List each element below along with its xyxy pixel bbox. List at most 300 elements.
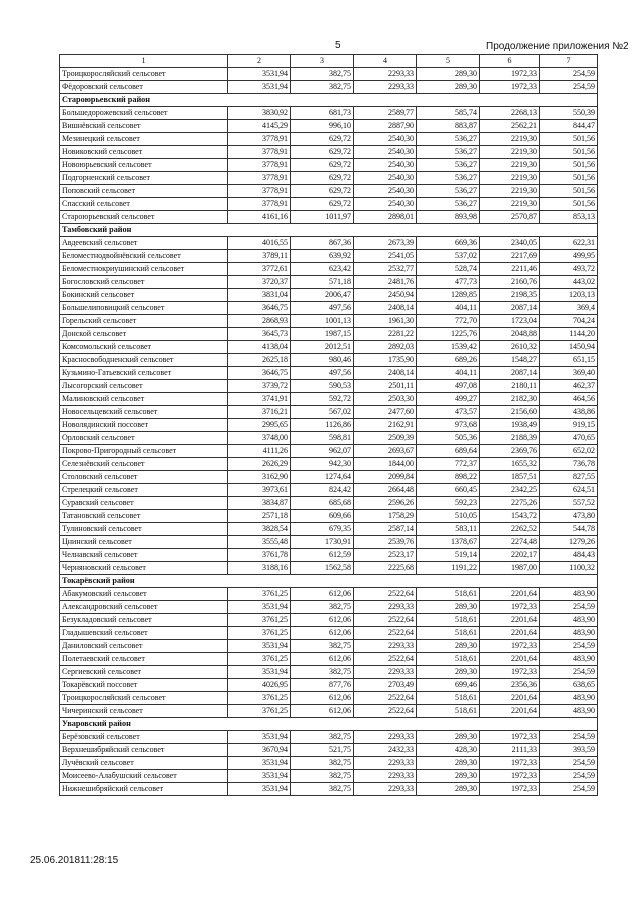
value-cell-col2: 3748,00 (228, 432, 291, 445)
value-cell-col4: 2693,67 (354, 445, 417, 458)
value-cell-col2: 3531,94 (228, 640, 291, 653)
value-cell-col3: 567,02 (291, 406, 354, 419)
value-cell-col3: 612,06 (291, 692, 354, 705)
value-cell-col2: 3830,92 (228, 107, 291, 120)
table-row (60, 770, 598, 783)
value-cell-col3: 867,36 (291, 237, 354, 250)
value-cell-col7: 254,59 (540, 81, 598, 94)
value-cell-col4: 2477,60 (354, 406, 417, 419)
settlement-name: Троицкоросляйский сельсовет (60, 68, 228, 81)
value-cell-col4: 2587,14 (354, 523, 417, 536)
settlement-name: Новиковский сельсовет (60, 146, 228, 159)
value-cell-col6: 2201,64 (480, 588, 540, 601)
value-cell-col2: 3761,78 (228, 549, 291, 562)
value-cell-col4: 2539,76 (354, 536, 417, 549)
value-cell-col6: 2201,64 (480, 705, 540, 718)
value-cell-col3: 623,42 (291, 263, 354, 276)
value-cell-col2: 4111,26 (228, 445, 291, 458)
value-cell-col4: 2523,17 (354, 549, 417, 562)
value-cell-col6: 2198,35 (480, 289, 540, 302)
value-cell-col7: 369,40 (540, 367, 598, 380)
value-cell-col4: 2522,64 (354, 653, 417, 666)
value-cell-col4: 2408,14 (354, 367, 417, 380)
value-cell-col6: 2156,60 (480, 406, 540, 419)
value-cell-col2: 3645,73 (228, 328, 291, 341)
value-cell-col4: 2162,91 (354, 419, 417, 432)
value-cell-col5: 289,30 (417, 601, 480, 614)
value-cell-col4: 2540,30 (354, 146, 417, 159)
value-cell-col4: 2099,84 (354, 471, 417, 484)
value-cell-col2: 3531,94 (228, 68, 291, 81)
value-cell-col3: 521,75 (291, 744, 354, 757)
value-cell-col7: 254,59 (540, 731, 598, 744)
value-cell-col3: 382,75 (291, 640, 354, 653)
value-cell-col5: 592,23 (417, 497, 480, 510)
value-cell-col5: 689,64 (417, 445, 480, 458)
data-table (59, 54, 598, 796)
value-cell-col6: 1972,33 (480, 757, 540, 770)
table-row (60, 406, 598, 419)
district-name: Староюрьевский район (60, 94, 598, 107)
value-cell-col5: 510,05 (417, 510, 480, 523)
value-cell-col5: 536,27 (417, 146, 480, 159)
value-cell-col7: 622,31 (540, 237, 598, 250)
column-header: 5 (417, 55, 480, 68)
value-cell-col4: 2887,90 (354, 120, 417, 133)
value-cell-col5: 519,14 (417, 549, 480, 562)
value-cell-col5: 1539,42 (417, 341, 480, 354)
value-cell-col3: 980,46 (291, 354, 354, 367)
value-cell-col7: 483,90 (540, 614, 598, 627)
value-cell-col7: 254,59 (540, 757, 598, 770)
value-cell-col2: 4161,16 (228, 211, 291, 224)
value-cell-col5: 536,27 (417, 198, 480, 211)
value-cell-col4: 2450,94 (354, 289, 417, 302)
value-cell-col2: 4026,95 (228, 679, 291, 692)
value-cell-col5: 973,68 (417, 419, 480, 432)
value-cell-col6: 2217,69 (480, 250, 540, 263)
value-cell-col5: 536,27 (417, 185, 480, 198)
value-cell-col4: 2408,14 (354, 302, 417, 315)
value-cell-col2: 2625,18 (228, 354, 291, 367)
value-cell-col6: 1543,72 (480, 510, 540, 523)
column-header: 7 (540, 55, 598, 68)
value-cell-col2: 3778,91 (228, 185, 291, 198)
value-cell-col5: 528,74 (417, 263, 480, 276)
value-cell-col6: 1972,33 (480, 731, 540, 744)
value-cell-col3: 382,75 (291, 757, 354, 770)
value-cell-col3: 609,66 (291, 510, 354, 523)
settlement-name: Моисеево-Алабушский сельсовет (60, 770, 228, 783)
value-cell-col6: 2219,30 (480, 198, 540, 211)
value-cell-col3: 497,56 (291, 367, 354, 380)
value-cell-col6: 1655,32 (480, 458, 540, 471)
value-cell-col6: 2610,32 (480, 341, 540, 354)
district-name: Тамбовский район (60, 224, 598, 237)
value-cell-col7: 470,65 (540, 432, 598, 445)
value-cell-col7: 443,02 (540, 276, 598, 289)
value-cell-col6: 1972,33 (480, 601, 540, 614)
settlement-name: Сергиевский сельсовет (60, 666, 228, 679)
value-cell-col3: 2012,51 (291, 341, 354, 354)
settlement-name: Татановский сельсовет (60, 510, 228, 523)
value-cell-col7: 501,56 (540, 133, 598, 146)
settlement-name: Богословский сельсовет (60, 276, 228, 289)
value-cell-col7: 624,51 (540, 484, 598, 497)
value-cell-col7: 483,90 (540, 588, 598, 601)
value-cell-col7: 1144,20 (540, 328, 598, 341)
value-cell-col4: 2293,33 (354, 640, 417, 653)
value-cell-col5: 289,30 (417, 770, 480, 783)
value-cell-col4: 2522,64 (354, 588, 417, 601)
value-cell-col3: 382,75 (291, 666, 354, 679)
table-row (60, 666, 598, 679)
value-cell-col7: 483,90 (540, 653, 598, 666)
value-cell-col3: 629,72 (291, 198, 354, 211)
settlement-name: Даниловский сельсовет (60, 640, 228, 653)
value-cell-col3: 639,92 (291, 250, 354, 263)
value-cell-col4: 2293,33 (354, 757, 417, 770)
value-cell-col5: 1191,22 (417, 562, 480, 575)
settlement-name: Комсомольский сельсовет (60, 341, 228, 354)
value-cell-col2: 3828,54 (228, 523, 291, 536)
value-cell-col4: 2293,33 (354, 601, 417, 614)
value-cell-col5: 536,27 (417, 172, 480, 185)
value-cell-col4: 2432,33 (354, 744, 417, 757)
settlement-name: Лысогорский сельсовет (60, 380, 228, 393)
settlement-name: Полетаевский сельсовет (60, 653, 228, 666)
table-row (60, 653, 598, 666)
value-cell-col6: 2340,05 (480, 237, 540, 250)
value-cell-col5: 536,27 (417, 159, 480, 172)
value-cell-col6: 1972,33 (480, 640, 540, 653)
value-cell-col3: 497,56 (291, 302, 354, 315)
value-cell-col6: 2275,26 (480, 497, 540, 510)
value-cell-col6: 2048,88 (480, 328, 540, 341)
value-cell-col6: 1938,49 (480, 419, 540, 432)
table-row (60, 757, 598, 770)
value-cell-col7: 550,39 (540, 107, 598, 120)
table-row (60, 341, 598, 354)
value-cell-col2: 3646,75 (228, 367, 291, 380)
table-row (60, 315, 598, 328)
column-header: 1 (60, 55, 228, 68)
column-header: 2 (228, 55, 291, 68)
value-cell-col6: 1723,04 (480, 315, 540, 328)
settlement-name: Токарёвский поссовет (60, 679, 228, 692)
value-cell-col7: 473,80 (540, 510, 598, 523)
value-cell-col2: 3761,25 (228, 705, 291, 718)
table-row (60, 354, 598, 367)
table-row (60, 614, 598, 627)
value-cell-col7: 1100,32 (540, 562, 598, 575)
value-cell-col2: 3739,72 (228, 380, 291, 393)
value-cell-col4: 1961,30 (354, 315, 417, 328)
value-cell-col4: 2703,49 (354, 679, 417, 692)
value-cell-col6: 2160,76 (480, 276, 540, 289)
value-cell-col4: 2281,22 (354, 328, 417, 341)
value-cell-col6: 1857,51 (480, 471, 540, 484)
value-cell-col2: 4138,04 (228, 341, 291, 354)
value-cell-col6: 2201,64 (480, 614, 540, 627)
value-cell-col3: 629,72 (291, 159, 354, 172)
table-row (60, 484, 598, 497)
table-row (60, 601, 598, 614)
value-cell-col6: 2201,64 (480, 653, 540, 666)
value-cell-col6: 2111,33 (480, 744, 540, 757)
table-row (60, 679, 598, 692)
settlement-name: Поповский сельсовет (60, 185, 228, 198)
value-cell-col2: 3531,94 (228, 770, 291, 783)
value-cell-col4: 2293,33 (354, 666, 417, 679)
value-cell-col2: 3778,91 (228, 159, 291, 172)
value-cell-col3: 382,75 (291, 68, 354, 81)
value-cell-col5: 669,36 (417, 237, 480, 250)
table-row (60, 692, 598, 705)
table-row (60, 263, 598, 276)
table-row (60, 562, 598, 575)
table-row (60, 458, 598, 471)
table-row (60, 146, 598, 159)
value-cell-col4: 2481,76 (354, 276, 417, 289)
value-cell-col2: 2995,65 (228, 419, 291, 432)
value-cell-col2: 3720,37 (228, 276, 291, 289)
value-cell-col4: 2589,77 (354, 107, 417, 120)
value-cell-col2: 4145,29 (228, 120, 291, 133)
footer-timestamp: 25.06.201811:28:15 (30, 855, 119, 866)
value-cell-col4: 2293,33 (354, 68, 417, 81)
table-row (60, 250, 598, 263)
value-cell-col4: 2225,68 (354, 562, 417, 575)
value-cell-col3: 1126,86 (291, 419, 354, 432)
value-cell-col2: 3761,25 (228, 692, 291, 705)
value-cell-col7: 501,56 (540, 159, 598, 172)
settlement-name: Берёзовский сельсовет (60, 731, 228, 744)
value-cell-col5: 428,30 (417, 744, 480, 757)
value-cell-col4: 2293,33 (354, 81, 417, 94)
table-row (60, 419, 598, 432)
value-cell-col5: 518,61 (417, 705, 480, 718)
value-cell-col3: 612,59 (291, 549, 354, 562)
value-cell-col7: 501,56 (540, 198, 598, 211)
value-cell-col5: 289,30 (417, 757, 480, 770)
table-row (60, 185, 598, 198)
settlement-name: Чичеринский сельсовет (60, 705, 228, 718)
value-cell-col4: 2540,30 (354, 172, 417, 185)
table-row (60, 159, 598, 172)
value-cell-col7: 704,24 (540, 315, 598, 328)
value-cell-col5: 1378,67 (417, 536, 480, 549)
value-cell-col3: 2006,47 (291, 289, 354, 302)
table-row (60, 640, 598, 653)
value-cell-col7: 254,59 (540, 68, 598, 81)
settlement-name: Цнинский сельсовет (60, 536, 228, 549)
value-cell-col5: 660,45 (417, 484, 480, 497)
value-cell-col7: 501,56 (540, 185, 598, 198)
value-cell-col3: 382,75 (291, 783, 354, 796)
value-cell-col6: 2211,46 (480, 263, 540, 276)
settlement-name: Александровский сельсовет (60, 601, 228, 614)
table-row (60, 380, 598, 393)
value-cell-col2: 3531,94 (228, 81, 291, 94)
value-cell-col6: 2356,36 (480, 679, 540, 692)
value-cell-col4: 2501,11 (354, 380, 417, 393)
value-cell-col2: 3716,21 (228, 406, 291, 419)
value-cell-col2: 3741,91 (228, 393, 291, 406)
value-cell-col6: 1987,00 (480, 562, 540, 575)
value-cell-col5: 518,61 (417, 588, 480, 601)
value-cell-col7: 544,78 (540, 523, 598, 536)
settlement-name: Вишнёвский сельсовет (60, 120, 228, 133)
value-cell-col2: 3761,25 (228, 627, 291, 640)
settlement-name: Гладышевский сельсовет (60, 627, 228, 640)
table-row (60, 471, 598, 484)
value-cell-col2: 3761,25 (228, 653, 291, 666)
value-cell-col5: 289,30 (417, 68, 480, 81)
value-cell-col5: 499,27 (417, 393, 480, 406)
value-cell-col7: 919,15 (540, 419, 598, 432)
value-cell-col5: 497,08 (417, 380, 480, 393)
table-row (60, 588, 598, 601)
value-cell-col3: 382,75 (291, 770, 354, 783)
settlement-name: Новоюрьевский сельсовет (60, 159, 228, 172)
value-cell-col7: 736,78 (540, 458, 598, 471)
settlement-name: Безукладовский сельсовет (60, 614, 228, 627)
settlement-name: Донской сельсовет (60, 328, 228, 341)
value-cell-col3: 996,10 (291, 120, 354, 133)
value-cell-col3: 685,68 (291, 497, 354, 510)
value-cell-col3: 612,06 (291, 588, 354, 601)
value-cell-col6: 2562,21 (480, 120, 540, 133)
value-cell-col2: 2571,18 (228, 510, 291, 523)
value-cell-col5: 518,61 (417, 627, 480, 640)
table-row (60, 328, 598, 341)
settlement-name: Селезнёвский сельсовет (60, 458, 228, 471)
value-cell-col4: 1844,00 (354, 458, 417, 471)
value-cell-col4: 2293,33 (354, 731, 417, 744)
value-cell-col3: 1001,13 (291, 315, 354, 328)
value-cell-col3: 629,72 (291, 185, 354, 198)
value-cell-col5: 289,30 (417, 731, 480, 744)
value-cell-col5: 477,73 (417, 276, 480, 289)
value-cell-col7: 369,4 (540, 302, 598, 315)
value-cell-col6: 2188,39 (480, 432, 540, 445)
value-cell-col5: 289,30 (417, 783, 480, 796)
value-cell-col4: 2596,26 (354, 497, 417, 510)
value-cell-col2: 3778,91 (228, 198, 291, 211)
value-cell-col6: 2219,30 (480, 146, 540, 159)
value-cell-col3: 629,72 (291, 172, 354, 185)
value-cell-col3: 612,06 (291, 653, 354, 666)
value-cell-col5: 893,98 (417, 211, 480, 224)
value-cell-col7: 499,95 (540, 250, 598, 263)
value-cell-col5: 518,61 (417, 653, 480, 666)
value-cell-col4: 2522,64 (354, 614, 417, 627)
table-row (60, 81, 598, 94)
settlement-name: Горельский сельсовет (60, 315, 228, 328)
value-cell-col5: 699,46 (417, 679, 480, 692)
table-row (60, 497, 598, 510)
value-cell-col6: 2202,17 (480, 549, 540, 562)
value-cell-col3: 824,42 (291, 484, 354, 497)
table-row (60, 276, 598, 289)
settlement-name: Староюрьевский сельсовет (60, 211, 228, 224)
value-cell-col5: 689,26 (417, 354, 480, 367)
value-cell-col5: 772,37 (417, 458, 480, 471)
value-cell-col6: 1972,33 (480, 81, 540, 94)
value-cell-col5: 898,22 (417, 471, 480, 484)
value-cell-col4: 2509,39 (354, 432, 417, 445)
value-cell-col7: 483,90 (540, 692, 598, 705)
value-cell-col3: 382,75 (291, 601, 354, 614)
value-cell-col3: 1562,58 (291, 562, 354, 575)
value-cell-col7: 1279,26 (540, 536, 598, 549)
value-cell-col6: 1548,27 (480, 354, 540, 367)
settlement-name: Малиновский сельсовет (60, 393, 228, 406)
district-header-row (60, 575, 598, 588)
value-cell-col3: 679,35 (291, 523, 354, 536)
value-cell-col2: 3789,11 (228, 250, 291, 263)
district-header-row (60, 718, 598, 731)
settlement-name: Кузьмино-Гатьевский сельсовет (60, 367, 228, 380)
value-cell-col2: 3531,94 (228, 757, 291, 770)
value-cell-col2: 2626,29 (228, 458, 291, 471)
value-cell-col6: 2087,14 (480, 302, 540, 315)
table-row (60, 367, 598, 380)
value-cell-col3: 942,30 (291, 458, 354, 471)
table-row (60, 731, 598, 744)
table-row (60, 536, 598, 549)
page-number: 5 (335, 40, 341, 51)
value-cell-col4: 2522,64 (354, 692, 417, 705)
value-cell-col3: 1274,64 (291, 471, 354, 484)
table-row (60, 172, 598, 185)
settlement-name: Беломестнокриушинский сельсовет (60, 263, 228, 276)
settlement-name: Орловский сельсовет (60, 432, 228, 445)
settlement-name: Троицкоросляйский сельсовет (60, 692, 228, 705)
table-row (60, 68, 598, 81)
value-cell-col5: 536,27 (417, 133, 480, 146)
value-cell-col4: 2540,30 (354, 133, 417, 146)
value-cell-col5: 585,74 (417, 107, 480, 120)
value-cell-col3: 612,06 (291, 614, 354, 627)
column-header: 6 (480, 55, 540, 68)
table-row (60, 744, 598, 757)
value-cell-col7: 393,59 (540, 744, 598, 757)
settlement-name: Новолядинский поссовет (60, 419, 228, 432)
value-cell-col2: 3670,94 (228, 744, 291, 757)
value-cell-col6: 1972,33 (480, 68, 540, 81)
table-row (60, 783, 598, 796)
value-cell-col4: 2293,33 (354, 770, 417, 783)
settlement-name: Верхнешибряйский сельсовет (60, 744, 228, 757)
value-cell-col7: 254,59 (540, 601, 598, 614)
table-row (60, 510, 598, 523)
value-cell-col4: 2532,77 (354, 263, 417, 276)
value-cell-col4: 2898,01 (354, 211, 417, 224)
settlement-name: Новосельцевский сельсовет (60, 406, 228, 419)
value-cell-col6: 2342,25 (480, 484, 540, 497)
value-cell-col4: 2540,30 (354, 185, 417, 198)
value-cell-col6: 1972,33 (480, 770, 540, 783)
district-name: Уваровский район (60, 718, 598, 731)
settlement-name: Фёдоровский сельсовет (60, 81, 228, 94)
value-cell-col4: 2540,30 (354, 198, 417, 211)
column-header: 4 (354, 55, 417, 68)
value-cell-col5: 404,11 (417, 302, 480, 315)
settlement-name: Лучёвский сельсовет (60, 757, 228, 770)
value-cell-col4: 2503,30 (354, 393, 417, 406)
